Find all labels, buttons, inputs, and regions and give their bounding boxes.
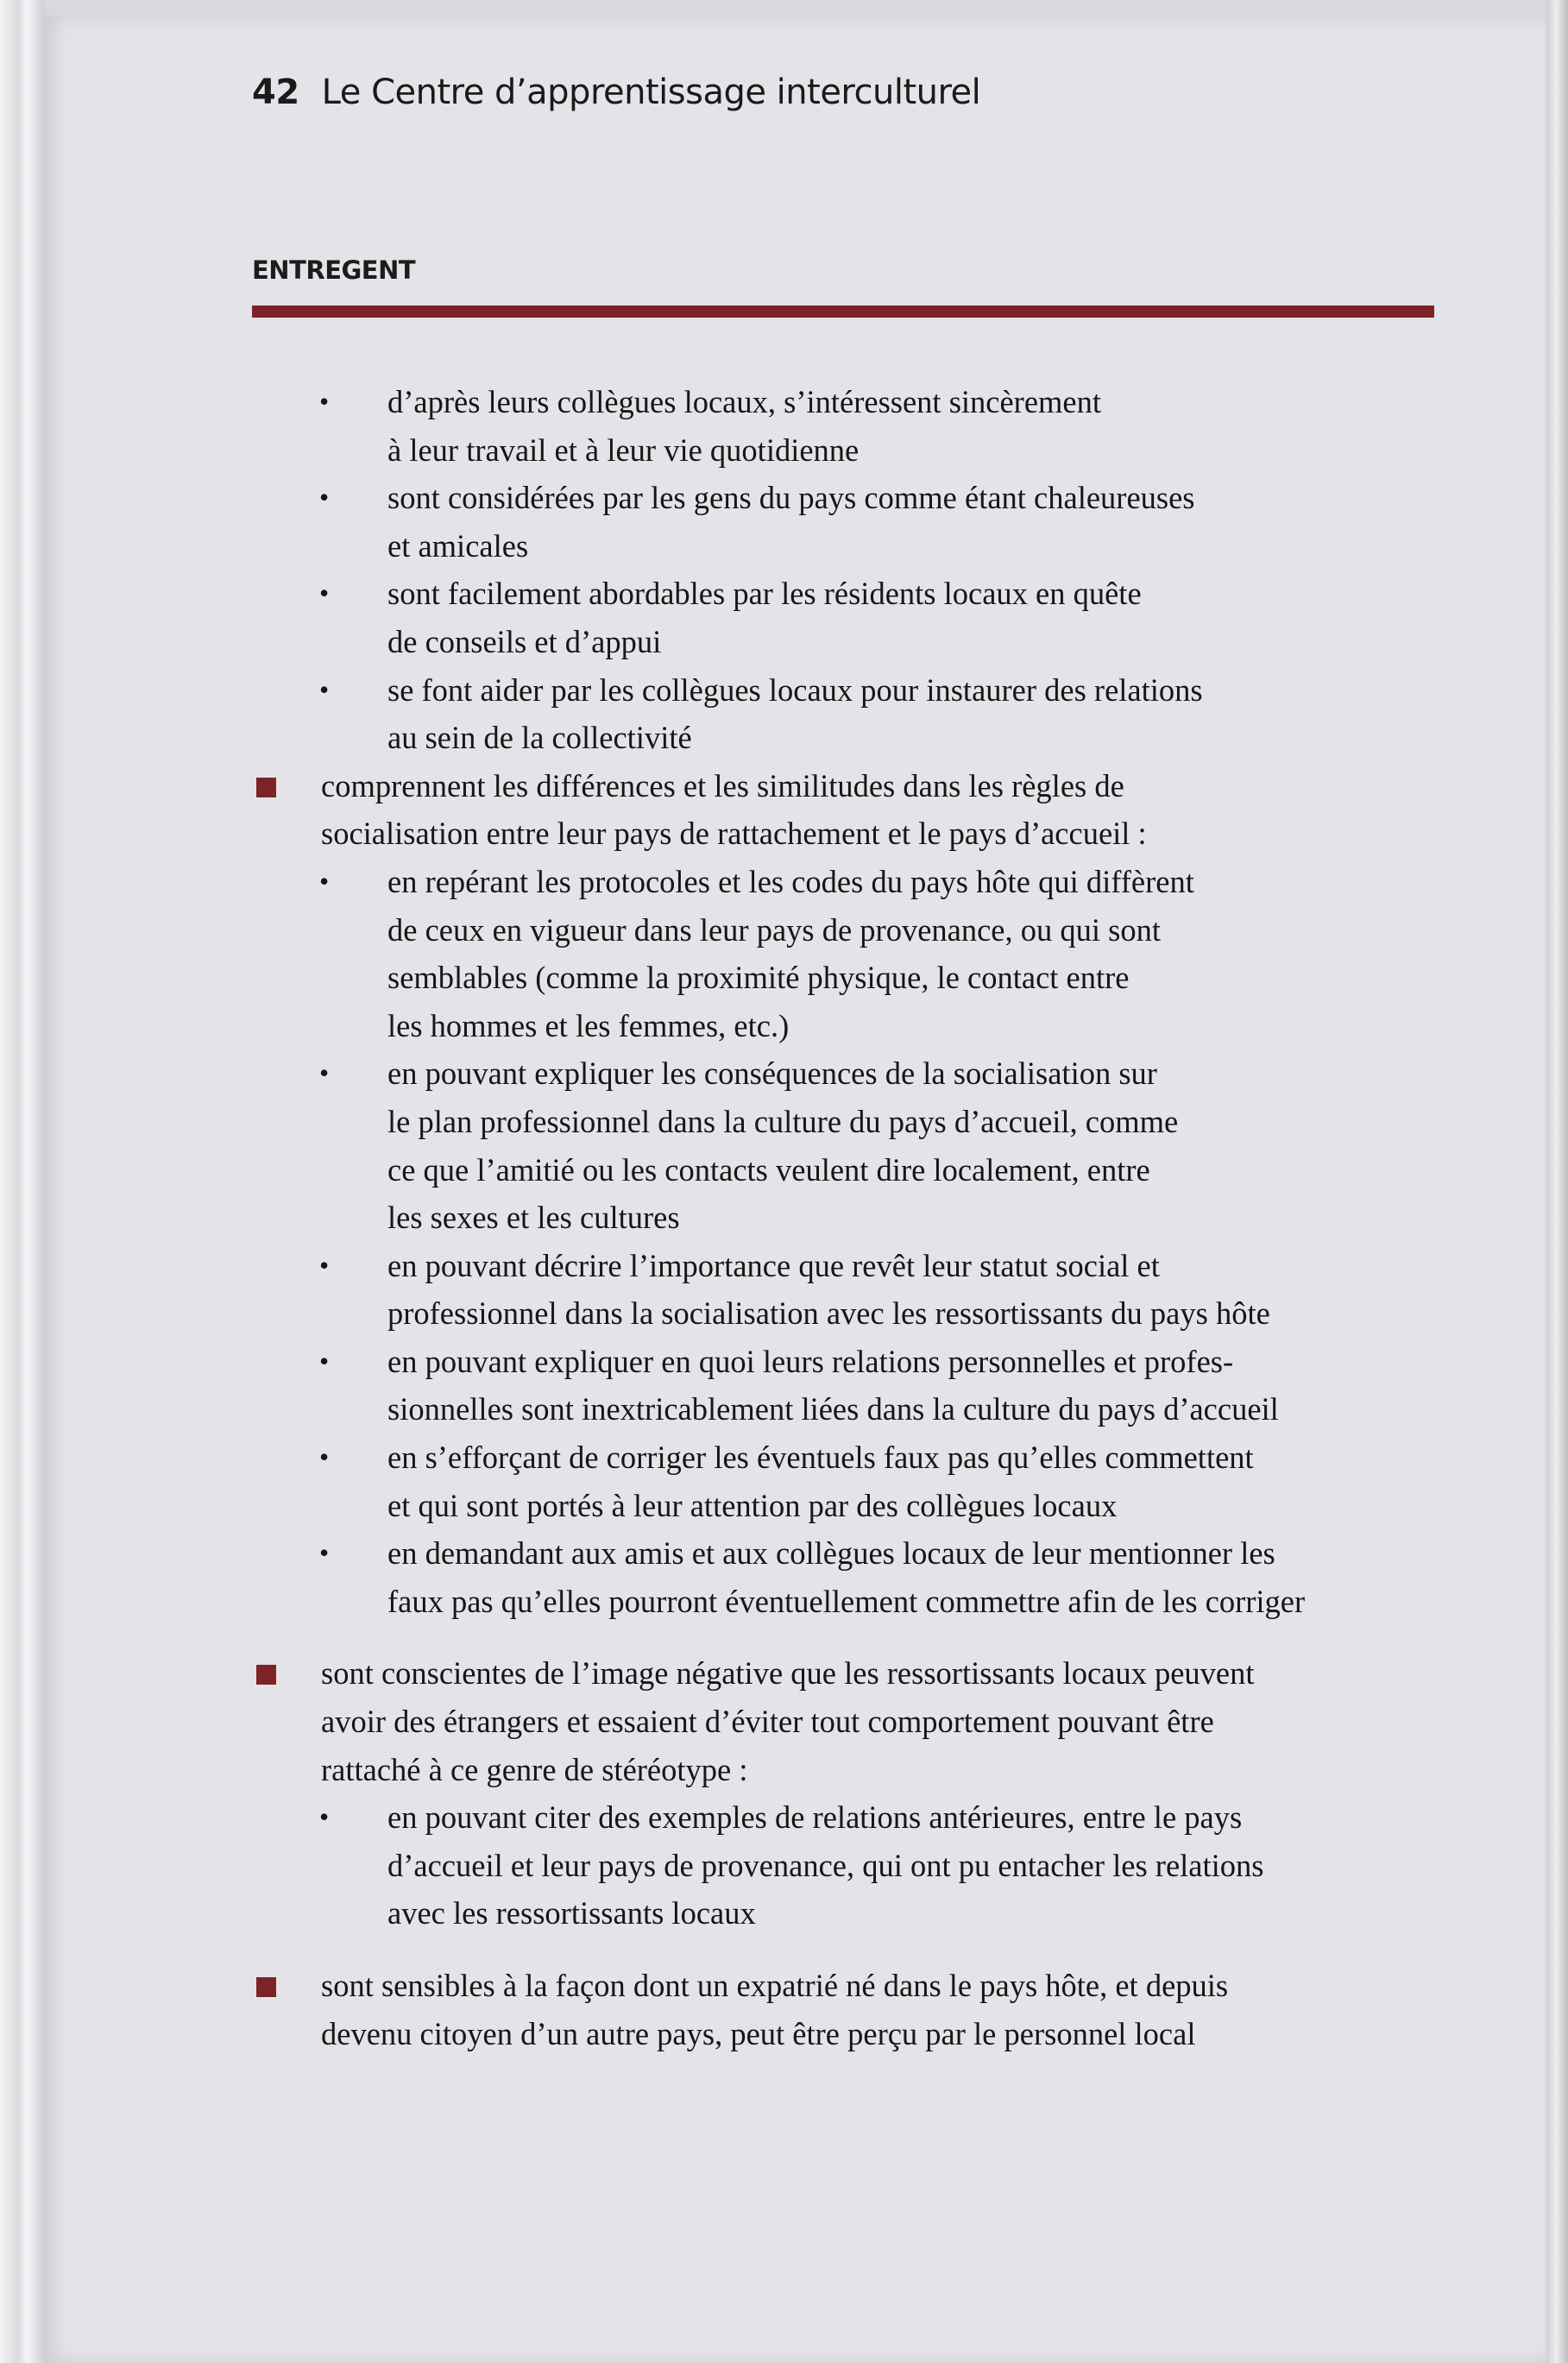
text-line: sont facilement abordables par les résidents locaux en quête — [387, 576, 1142, 612]
bullet-dot-icon: • — [319, 1537, 330, 1569]
bullet-dot-icon: • — [319, 577, 330, 609]
bullet-dot-icon: • — [319, 482, 330, 514]
text-line: socialisation entre leur pays de rattachement et le pays d’accueil : — [321, 816, 1147, 852]
text-line: sont conscientes de l’image négative que les ressortissants locaux peuvent — [321, 1655, 1255, 1692]
text-line: en repérant les protocoles et les codes du pays hôte qui diffèrent — [387, 863, 1194, 899]
text-line: de ceux en vigueur dans leur pays de provenance, ou qui sont — [387, 911, 1161, 948]
square-bullet-icon — [256, 1977, 276, 1997]
text-line: en pouvant expliquer les conséquences de la socialisation sur — [387, 1055, 1157, 1092]
bullet-dot-icon: • — [319, 1057, 330, 1089]
text-line: les sexes et les cultures — [387, 1200, 680, 1236]
text-line: sont considérées par les gens du pays comme étant chaleureuses — [387, 480, 1195, 516]
text-line: d’accueil et leur pays de provenance, qui ont pu entacher les relations — [387, 1847, 1264, 1883]
bullet-dot-icon: • — [319, 386, 330, 417]
bullet-item — [252, 474, 1443, 570]
text-line: devenu citoyen d’un autre pays, peut être perçu par le personnel local — [321, 2015, 1196, 2051]
bullet-item — [252, 858, 1443, 1049]
text-line: rattaché à ce genre de stéréotype : — [321, 1751, 748, 1787]
text-line: les hommes et les femmes, etc.) — [387, 1007, 790, 1043]
text-line: en pouvant décrire l’importance que revêt leur statut social et — [387, 1247, 1160, 1283]
text-line: à leur travail et à leur vie quotidienne — [387, 432, 860, 468]
body-text — [252, 378, 1443, 2057]
bullet-item — [252, 1529, 1443, 1625]
text-line: semblables (comme la proximité physique, le contact entre — [387, 960, 1130, 996]
text-line: en pouvant expliquer en quoi leurs relations personnelles et profes- — [387, 1343, 1234, 1379]
bullet-item — [252, 1242, 1443, 1338]
text-line: et amicales — [387, 527, 529, 564]
bullet-dot-icon: • — [319, 1345, 330, 1377]
bullet-item — [252, 1434, 1443, 1529]
main-item — [252, 762, 1443, 858]
text-line: d’après leurs collègues locaux, s’intéressent sincèrement — [387, 384, 1102, 419]
main-item — [252, 1962, 1443, 2057]
book-title: Le Centre d’apprentissage interculturel — [321, 72, 981, 112]
text-line: en pouvant citer des exemples de relations antérieures, entre le pays — [387, 1799, 1243, 1836]
bullet-item — [252, 570, 1443, 665]
text-line: avoir des étrangers et essaient d’éviter tout comportement pouvant être — [321, 1704, 1214, 1740]
text-line: et qui sont portés à leur attention par des collègues locaux — [387, 1487, 1118, 1523]
text-line: le plan professionnel dans la culture du pays d’accueil, comme — [387, 1103, 1179, 1139]
bullet-dot-icon: • — [319, 1249, 330, 1281]
text-line: faux pas qu’elles pourront éventuellement commettre afin de les corriger — [387, 1583, 1306, 1619]
bullet-item — [252, 666, 1443, 762]
section-label: ENTREGENT — [252, 255, 416, 285]
text-line: de conseils et d’appui — [387, 623, 662, 659]
bullet-item — [252, 1793, 1443, 1938]
section-rule — [252, 306, 1434, 318]
bullet-item — [252, 1338, 1443, 1434]
bullet-dot-icon: • — [319, 1801, 330, 1833]
text-line: avec les ressortissants locaux — [387, 1895, 756, 1931]
bullet-item — [252, 1049, 1443, 1241]
page-edge — [1546, 0, 1568, 2363]
text-line: se font aider par les collègues locaux pour instaurer des relations — [387, 671, 1203, 708]
square-bullet-icon — [256, 1665, 276, 1685]
text-line: sont sensibles à la façon dont un expatrié né dans le pays hôte, et depuis — [321, 1968, 1229, 2003]
bullet-dot-icon: • — [319, 865, 330, 897]
text-line: sionnelles sont inextricablement liées dans la culture du pays d’accueil — [387, 1391, 1279, 1427]
text-line: au sein de la collectivité — [387, 720, 692, 756]
text-line: professionnel dans la socialisation avec les ressortissants du pays hôte — [387, 1295, 1270, 1332]
running-header — [252, 72, 980, 112]
bullet-dot-icon: • — [319, 673, 330, 705]
text-line: en s’efforçant de corriger les éventuels faux pas qu’elles commettent — [387, 1440, 1254, 1476]
square-bullet-icon — [256, 778, 276, 797]
text-line: ce que l’amitié ou les contacts veulent dire localement, entre — [387, 1151, 1150, 1188]
text-line: en demandant aux amis et aux collègues locaux de leur mentionner les — [387, 1535, 1275, 1572]
book-spine — [0, 0, 45, 2363]
bullet-item — [252, 378, 1443, 474]
main-item — [252, 1649, 1443, 1793]
text-line: comprennent les différences et les similitudes dans les règles de — [321, 767, 1124, 803]
bullet-dot-icon: • — [319, 1441, 330, 1473]
page-number: 42 — [252, 72, 299, 112]
